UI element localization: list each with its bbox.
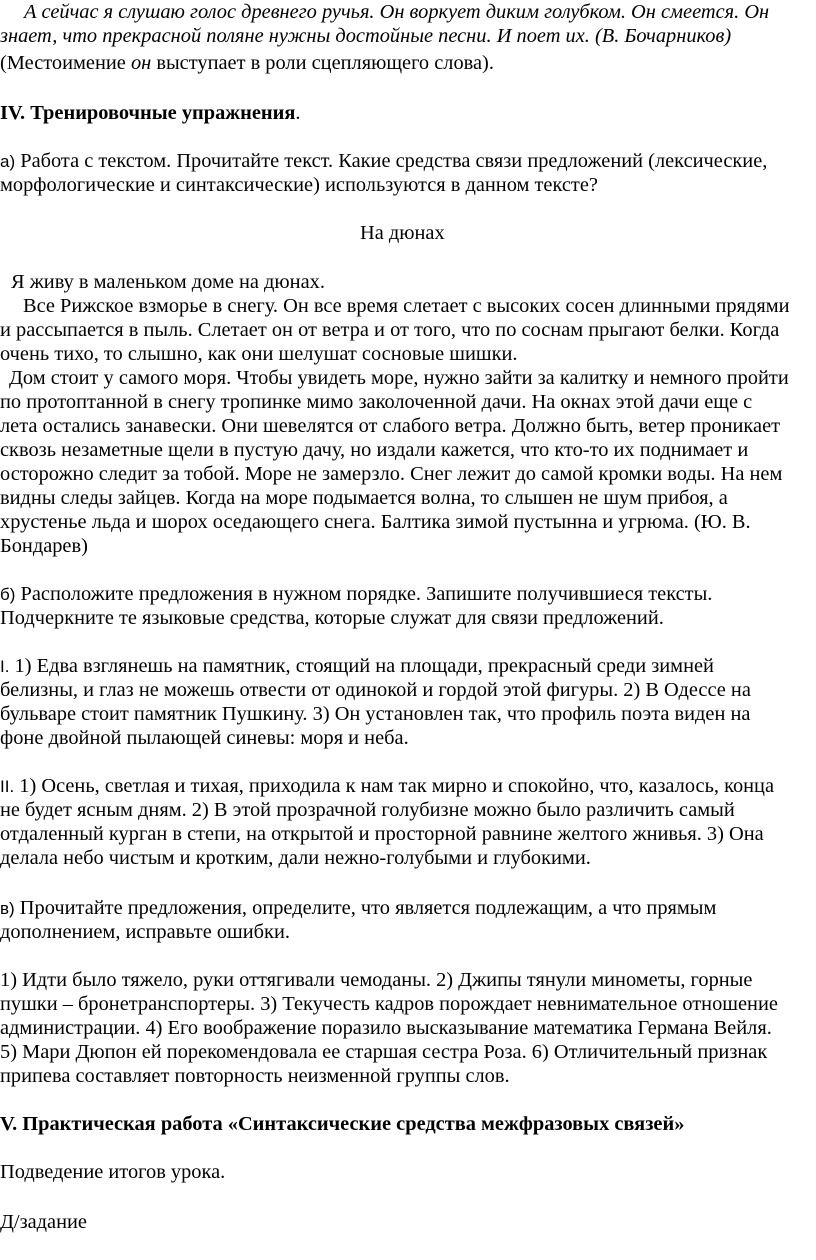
section-title: IV. Тренировочные упражнения <box>0 102 296 124</box>
note-pronoun: он <box>130 52 152 74</box>
sentence-line: 1) Идти было тяжело, руки оттягивали чемоданы. 2) Джипы тянули минометы, горные <box>0 969 753 991</box>
text-line: 1) Едва взглянешь на памятник, стоящий на площади, прекрасный среди зимней <box>9 655 714 677</box>
story-line: видны следы зайцев. Когда на море подымается волна, то слышен не шум прибоя, а <box>0 487 728 509</box>
text-i-line <box>0 656 714 676</box>
text-ii-line: делала небо чистым и кротким, дали нежно-голубыми и глубокими. <box>0 847 591 869</box>
text-marker: II. <box>0 777 15 796</box>
text-i-line: белизны, и глаз не можешь отвести от одинокой и гордой этой фигуры. 2) В Одессе на <box>0 679 751 701</box>
text-marker: I. <box>0 657 10 676</box>
text-i-line: бульваре стоит памятник Пушкину. 3) Он установлен так, что профиль поэта виден на <box>0 703 751 725</box>
exercise-a-line: морфологические и синтаксические) используются в данном тексте? <box>0 174 598 196</box>
story-line: осторожно следит за тобой. Море не замерзло. Снег лежит до самой кромки воды. На нем <box>0 463 783 485</box>
text-line: 1) Осень, светлая и тихая, приходила к нам так мирно и спокойно, что, казалось, конца <box>14 775 775 797</box>
section-heading-iv <box>0 103 301 123</box>
exercise-text: Работа с текстом. Прочитайте текст. Какие средства связи предложений (лексические, <box>15 150 768 172</box>
exercise-b-line <box>0 584 712 604</box>
text-i-line: фоне двойной пылающей синевы: моря и неба. <box>0 727 409 749</box>
exercise-text: Прочитайте предложения, определите, что является подлежащим, а что прямым <box>14 897 717 919</box>
lesson-summary: Подведение итогов урока. <box>0 1161 226 1183</box>
exercise-c-line: дополнением, исправьте ошибки. <box>0 921 290 943</box>
text-ii-line: не будет ясным дням. 2) В этой прозрачной голубизне можно было различить самый <box>0 799 735 821</box>
story-line: Я живу в маленьком доме на дюнах. <box>11 271 325 293</box>
story-line: по протоптанной в снегу тропинке мимо заколоченной дачи. На окнах этой дачи еще с <box>0 391 753 413</box>
section-title-dot: . <box>295 102 301 124</box>
quote-note <box>0 53 494 73</box>
quote-line: А сейчас я слушаю голос древнего ручья. Он воркует диким голубком. Он смеется. Он <box>24 1 770 23</box>
sentence-line: 5) Мари Дюпон ей порекомендовала ее старшая сестра Роза. 6) Отличительный признак <box>0 1041 768 1063</box>
story-line: Дом стоит у самого моря. Чтобы увидеть море, нужно зайти за калитку и немного пройти <box>9 367 789 389</box>
story-line: Все Рижское взморье в снегу. Он все время слетает с высоких сосен длинными прядями <box>23 295 790 317</box>
story-line: Бондарев) <box>0 535 88 557</box>
exercise-marker: в) <box>0 899 15 918</box>
exercise-marker: а) <box>0 152 16 171</box>
exercise-c-line <box>0 898 716 918</box>
sentence-line: припева составляет повторность неизменной группы слов. <box>0 1065 510 1087</box>
story-line: сквозь незаметные щели в пустую дачу, но издали кажется, что кто-то их поднимает и <box>0 439 749 461</box>
quote-line: знает, что прекрасной поляне нужны достойные песни. И поет их. (В. Бочарников) <box>0 25 732 47</box>
exercise-text: Расположите предложения в нужном порядке. Запишите получившиеся тексты. <box>15 583 713 605</box>
sentence-line: пушки – бронетранспортеры. 3) Текучесть кадров порождает невнимательное отношение <box>0 993 778 1015</box>
note-text: выступает в роли сцепляющего слова). <box>151 52 494 74</box>
story-line: хрустенье льда и шорох оседающего снега. Балтика зимой пустынна и угрюма. (Ю. В. <box>0 511 751 533</box>
story-title: На дюнах <box>360 222 445 244</box>
exercise-a-line <box>0 151 767 171</box>
exercise-b-line: Подчеркните те языковые средства, которые служат для связи предложений. <box>0 607 664 629</box>
text-ii-line <box>0 776 774 796</box>
story-line: очень тихо, то слышно, как они шелушат сосновые шишки. <box>0 343 518 365</box>
text-ii-line: отдаленный курган в степи, на открытой и просторной равнине желтого жнивья. 3) Она <box>0 823 764 845</box>
note-text: (Местоимение <box>0 52 131 74</box>
section-heading-v: V. Практическая работа «Синтаксические средства межфразовых связей» <box>0 1113 685 1135</box>
homework-label: Д/задание <box>0 1211 87 1233</box>
story-line: и рассыпается в пыль. Слетает он от ветра и от того, что по соснам прыгают белки. Когда <box>0 319 780 341</box>
story-line: лета остались занавески. Они шевелятся от слабого ветра. Должно быть, ветер проникает <box>0 415 781 437</box>
sentence-line: администрации. 4) Его воображение поразило высказывание математика Германа Вейля. <box>0 1017 772 1039</box>
exercise-marker: б) <box>0 585 16 604</box>
